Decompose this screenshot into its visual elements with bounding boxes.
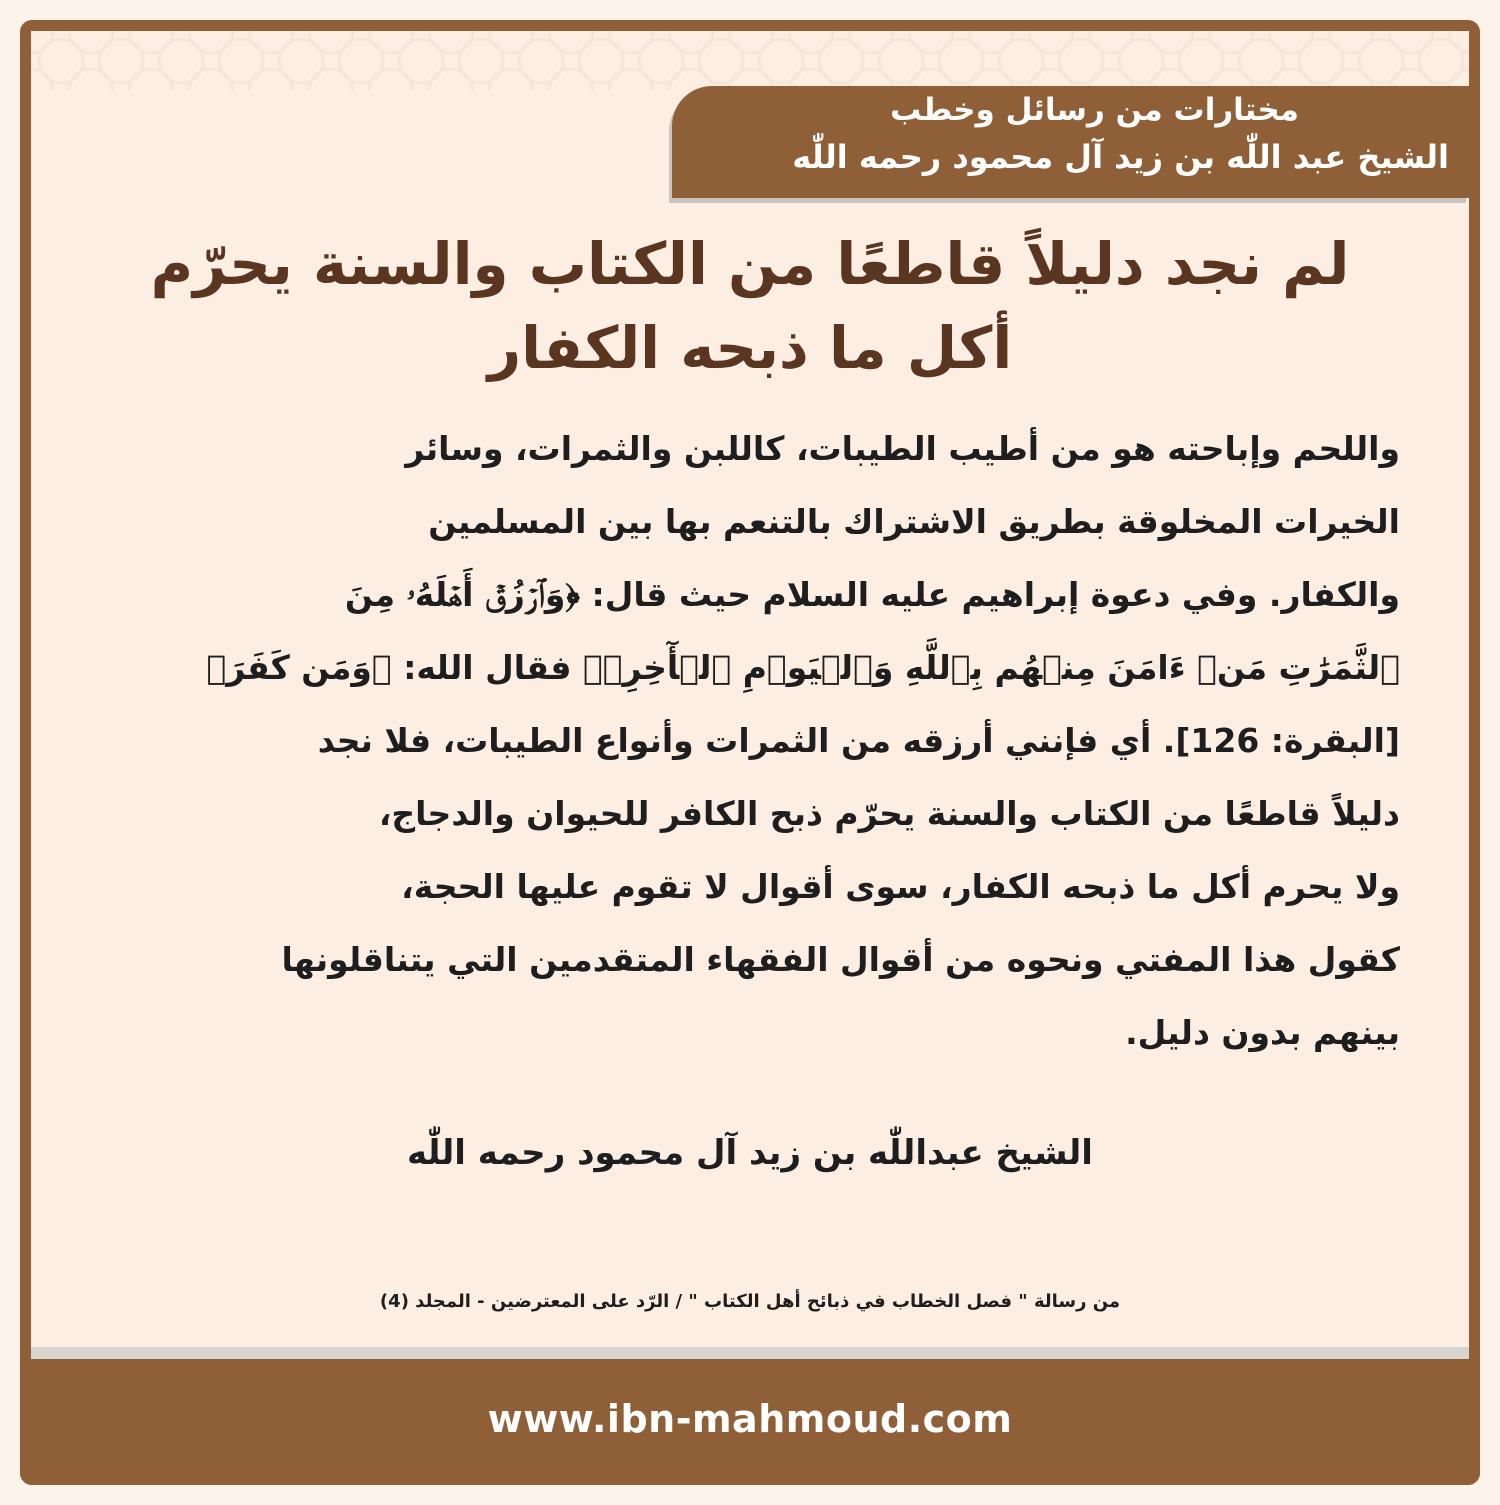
body-line: دليلاً قاطعًا من الكتاب والسنة يحرّم ذبح الكافر للحيوان والدجاج، bbox=[378, 794, 1400, 833]
header-collection-title: مختارات من رسائل وخطب bbox=[890, 92, 1299, 128]
title-line: أكل ما ذبحه الكفار bbox=[487, 314, 1013, 382]
body-line: بينهم بدون دليل. bbox=[1125, 1013, 1400, 1052]
title-line: لم نجد دليلاً قاطعًا من الكتاب والسنة يحرّم bbox=[150, 230, 1350, 298]
body-line: كقول هذا المفتي ونحوه من أقوال الفقهاء المتقدمين التي يتناقلونها bbox=[281, 940, 1400, 979]
ornament-pattern bbox=[31, 31, 1469, 91]
footer-bar bbox=[20, 1359, 1480, 1485]
header-banner bbox=[672, 86, 1469, 198]
divider bbox=[31, 1347, 1469, 1359]
body-line: واللحم وإباحته هو من أطيب الطيبات، كاللبن والثمرات، وسائر bbox=[405, 429, 1400, 468]
author-signature: الشيخ عبداللّٰه بن زيد آل محمود رحمه اللّٰه bbox=[407, 1133, 1093, 1173]
header-author-name: الشيخ عبد اللّٰه بن زيد آل محمود رحمه اللّٰه bbox=[792, 138, 1449, 176]
body-line: الخيرات المخلوقة بطريق الاشتراك بالتنعم بها بين المسلمين bbox=[428, 502, 1400, 541]
body-line: ولا يحرم أكل ما ذبحه الكفار، سوى أقوال لا تقوم عليها الحجة، bbox=[401, 867, 1400, 906]
website-link[interactable]: www.ibn-mahmoud.com bbox=[487, 1397, 1013, 1441]
body-line: ٱلثَّمَرَٰتِ مَنۡ ءَامَنَ مِنۡهُم بِٱللَّهِ وَٱلۡيَوۡمِ ٱلۡأٓخِرِۖ﴾ فقال الله: ﴿وَمَن كَفَرَ﴾ bbox=[206, 648, 1400, 687]
page-title bbox=[90, 222, 1410, 390]
source-citation: من رسالة " فصل الخطاب في ذبائح أهل الكتاب " / الرّد على المعترضين - المجلد (4) bbox=[379, 1291, 1121, 1312]
body-line: والكفار. وفي دعوة إبراهيم عليه السلام حيث قال: ﴿وَٱرۡزُقۡ أَهۡلَهُۥ مِنَ bbox=[344, 575, 1400, 614]
article-body bbox=[150, 412, 1400, 1069]
body-line: [البقرة: 126]. أي فإنني أرزقه من الثمرات وأنواع الطيبات، فلا نجد bbox=[317, 721, 1400, 760]
